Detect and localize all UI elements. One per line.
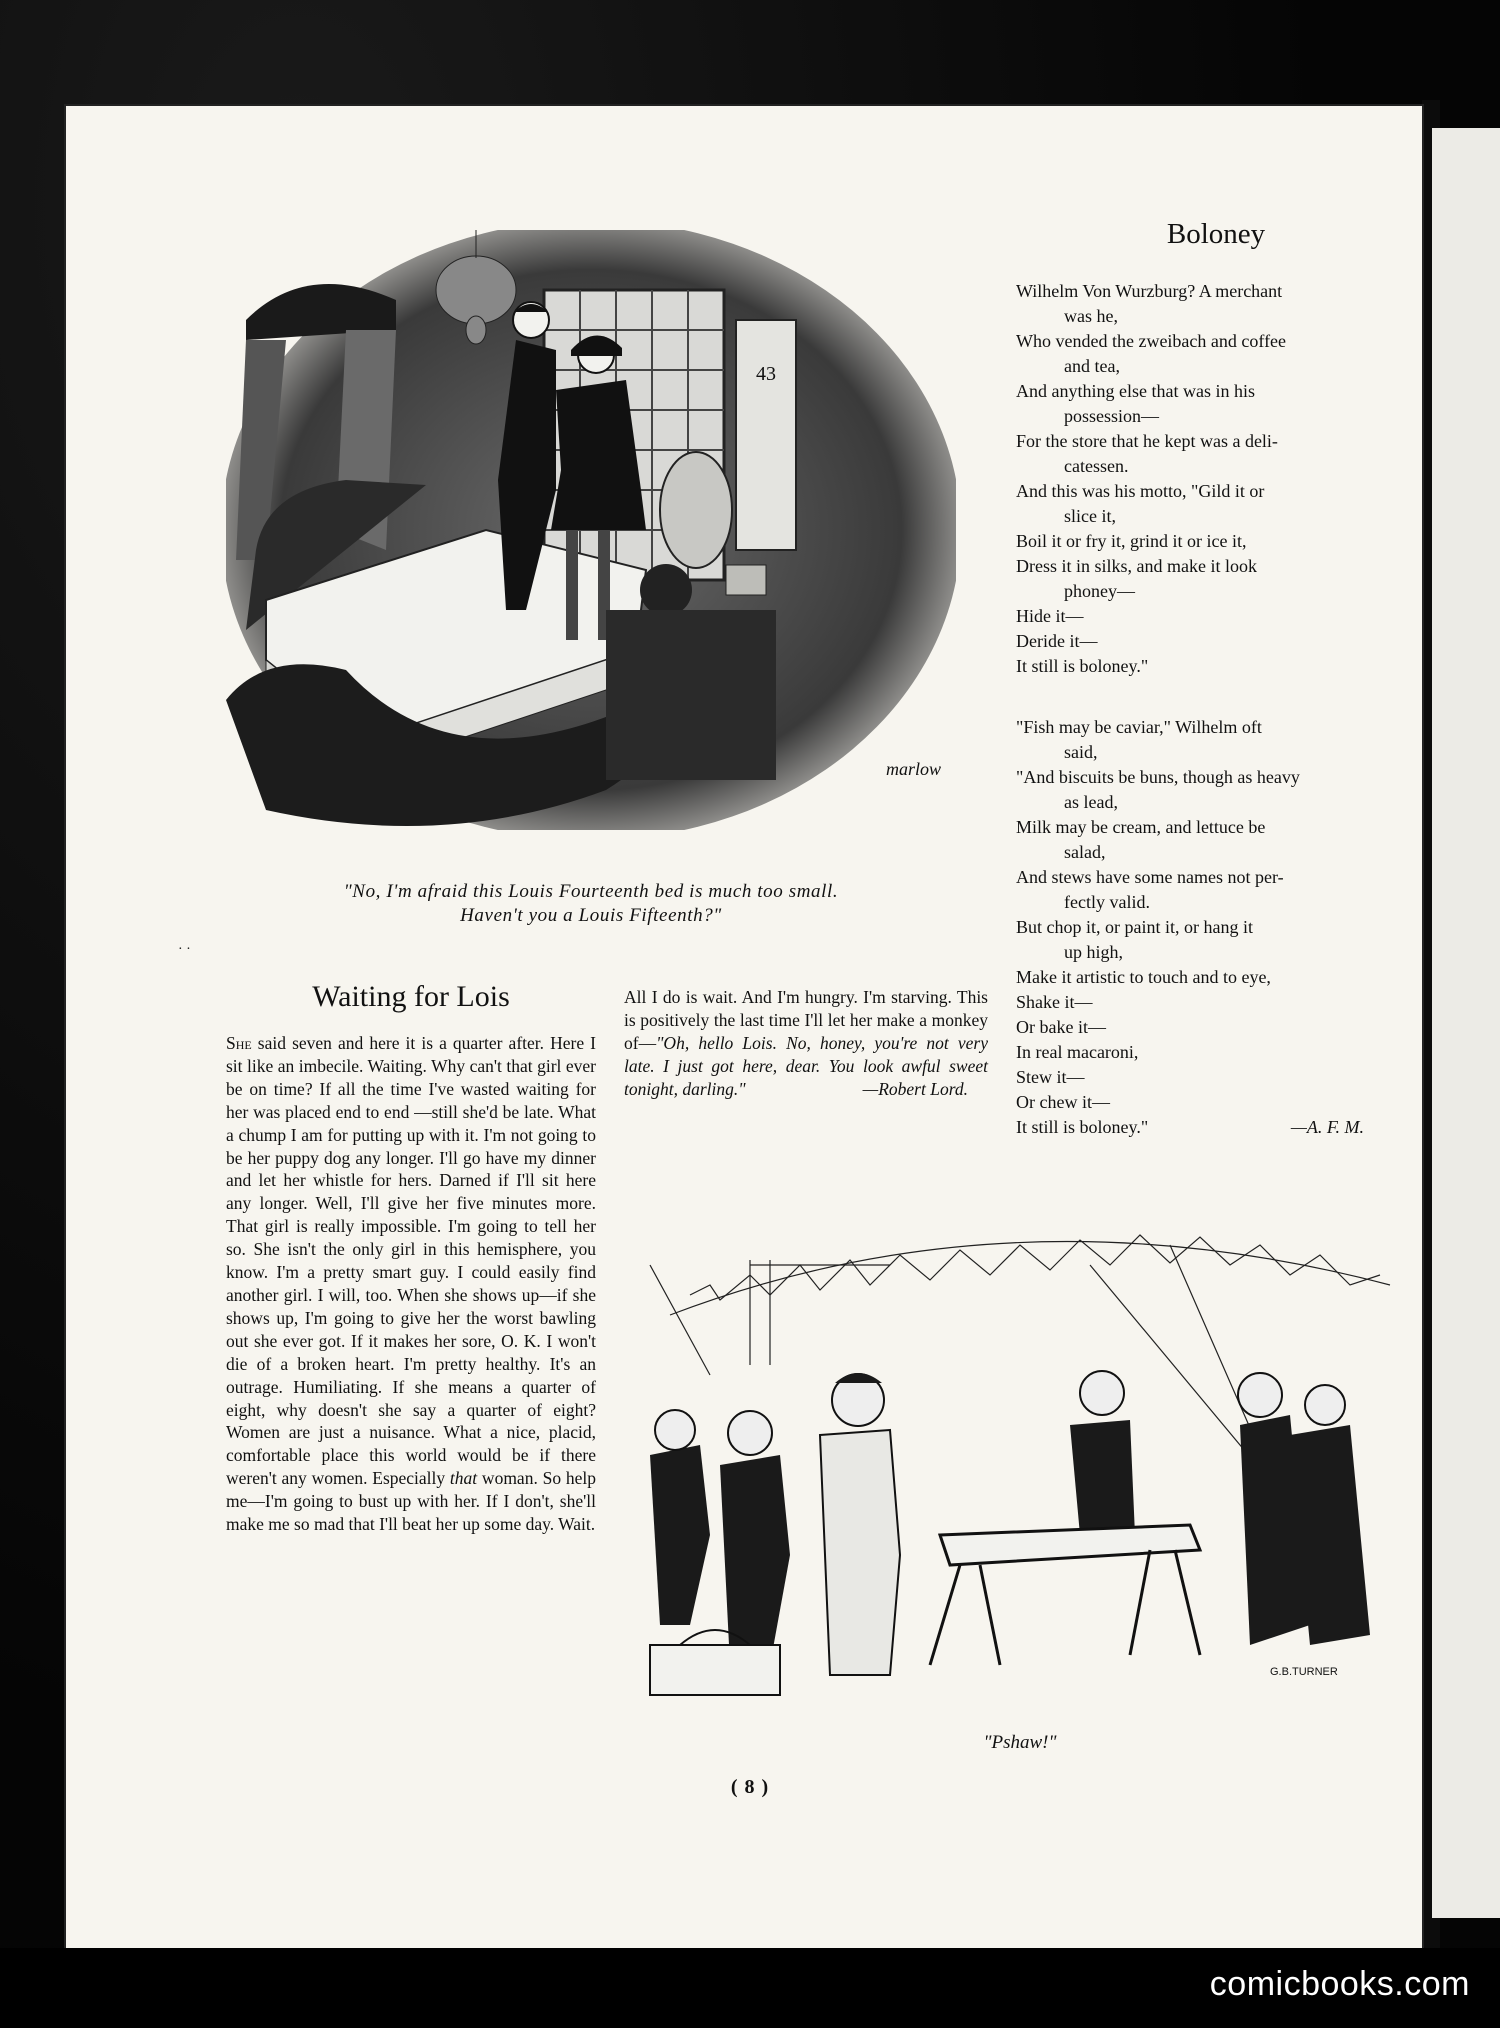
verse-line: "And biscuits be buns, though as heavy: [1016, 767, 1300, 787]
caption-line-2: Haven't you a Louis Fifteenth?": [460, 905, 722, 926]
story-title: Waiting for Lois: [312, 980, 510, 1013]
verse-line: And anything else that was in his: [1016, 381, 1255, 401]
verse-line: Stew it—: [1016, 1067, 1085, 1087]
verse-line: Shake it—: [1016, 992, 1093, 1012]
cartoon-signature: marlow: [886, 759, 942, 779]
story-emphasis: that: [449, 1468, 478, 1489]
verse-line: And this was his motto, "Gild it or: [1016, 481, 1265, 501]
page-number: ( 8 ): [730, 1776, 770, 1798]
verse-line: Deride it—: [1016, 631, 1098, 651]
story-body-1: said seven and here it is a quarter after. Here I sit like an imbecile. Waiting. Why can't that girl ever be on time? If all the time I've wasted waiting for her was placed end to end —still she'd be late. What a chump I am for putting up with it. I'm not going to be her puppy dog any longer. I'll go have my dinner and let her whistle for hers. Darned if I'll sit here any longer. Well, I'll give her five minutes more. That girl is really impossible. I'm going to tell her so. She isn't the only girl in this hemisphere, you know. I'm a pretty smart guy. I could easily find another girl. I will, too. When she shows up—if she shows up, I'm going to give her the worst bawling out she ever got. If it makes her sore, O. K. I won't die of a broken heart. I'm pretty healthy. It's an outrage. Humiliating. If she means a quarter of eight, why doesn't she say a quarter of eight? Women are just a nuisance. What a nice, placid, comfortable place this world would be if there weren't any women. Especially: [226, 1033, 596, 1489]
verse-line: possession—: [1064, 406, 1160, 426]
poem-stanza-2: [1016, 715, 1376, 1140]
verse-line: It still is boloney.": [1016, 1117, 1149, 1137]
svg-text:43: 43: [756, 363, 776, 385]
verse-line: Or chew it—: [1016, 1092, 1110, 1112]
workshop-cartoon-illustration: [630, 1205, 1410, 1725]
verse-line: For the store that he kept was a deli-: [1016, 431, 1278, 451]
verse-line: slice it,: [1064, 506, 1116, 526]
verse-line: And stews have some names not per-: [1016, 867, 1284, 887]
poem-stanza-1: [1016, 279, 1376, 679]
verse-line: as lead,: [1064, 792, 1118, 812]
next-page-edge: [1432, 128, 1500, 1918]
verse-line: salad,: [1064, 842, 1106, 862]
caption-line-1: "No, I'm afraid this Louis Fourteenth bed is much too small.: [343, 881, 839, 902]
verse-line: Dress it in silks, and make it look: [1016, 556, 1257, 576]
verse-line: Milk may be cream, and lettuce be: [1016, 817, 1266, 837]
poem-author: —A. F. M.: [1290, 1117, 1364, 1137]
story-byline: —Robert Lord.: [862, 1078, 968, 1099]
verse-line: catessen.: [1064, 456, 1129, 476]
verse-line: Wilhelm Von Wurzburg? A merchant: [1016, 281, 1283, 301]
verse-line: was he,: [1064, 306, 1118, 326]
story-dialogue: "Oh, hello Lois. No, honey, you're not very late. I just got here, dear. You look awful sweet tonight, darling.": [624, 1032, 988, 1099]
poem-final-line: [1016, 1115, 1376, 1140]
boloney-poem: [1016, 218, 1376, 1176]
verse-line: phoney—: [1064, 581, 1135, 601]
cartoon-signature: G.B.TURNER: [1270, 1666, 1338, 1678]
top-cartoon-caption: [226, 880, 956, 928]
verse-line: and tea,: [1064, 356, 1120, 376]
poem-title: Boloney: [1166, 218, 1266, 250]
verse-line: Or bake it—: [1016, 1017, 1106, 1037]
margin-marks: · ·: [178, 942, 191, 957]
verse-line: fectly valid.: [1064, 892, 1150, 912]
verse-line: Hide it—: [1016, 606, 1084, 626]
story-column-1: [226, 1032, 596, 1536]
story-body-1-tail: woman. So help me—I'm going to bust up with her. If I don't, she'll make me so mad that I'll beat her up some day. Wait.: [226, 1468, 596, 1535]
site-watermark: comicbooks.com: [1209, 1965, 1470, 2003]
story-dropcap: She: [226, 1033, 252, 1053]
verse-line: But chop it, or paint it, or hang it: [1016, 917, 1253, 937]
bottom-cartoon-caption: "Pshaw!": [983, 1732, 1057, 1753]
verse-line: In real macaroni,: [1016, 1042, 1139, 1062]
verse-line: said,: [1064, 742, 1098, 762]
verse-line: Who vended the zweibach and coffee: [1016, 331, 1287, 351]
story-column-2: [624, 986, 988, 1100]
verse-line: It still is boloney.": [1016, 656, 1149, 676]
verse-line: "Fish may be caviar," Wilhelm oft: [1016, 717, 1262, 737]
verse-line: Make it artistic to touch and to eye,: [1016, 967, 1271, 987]
verse-line: up high,: [1064, 942, 1124, 962]
verse-line: Boil it or fry it, grind it or ice it,: [1016, 531, 1247, 551]
bedroom-cartoon-illustration: [226, 230, 956, 830]
story-body-2: All I do is wait. And I'm hungry. I'm starving. This is positively the last time I'll let her make a monkey of—: [624, 987, 988, 1053]
